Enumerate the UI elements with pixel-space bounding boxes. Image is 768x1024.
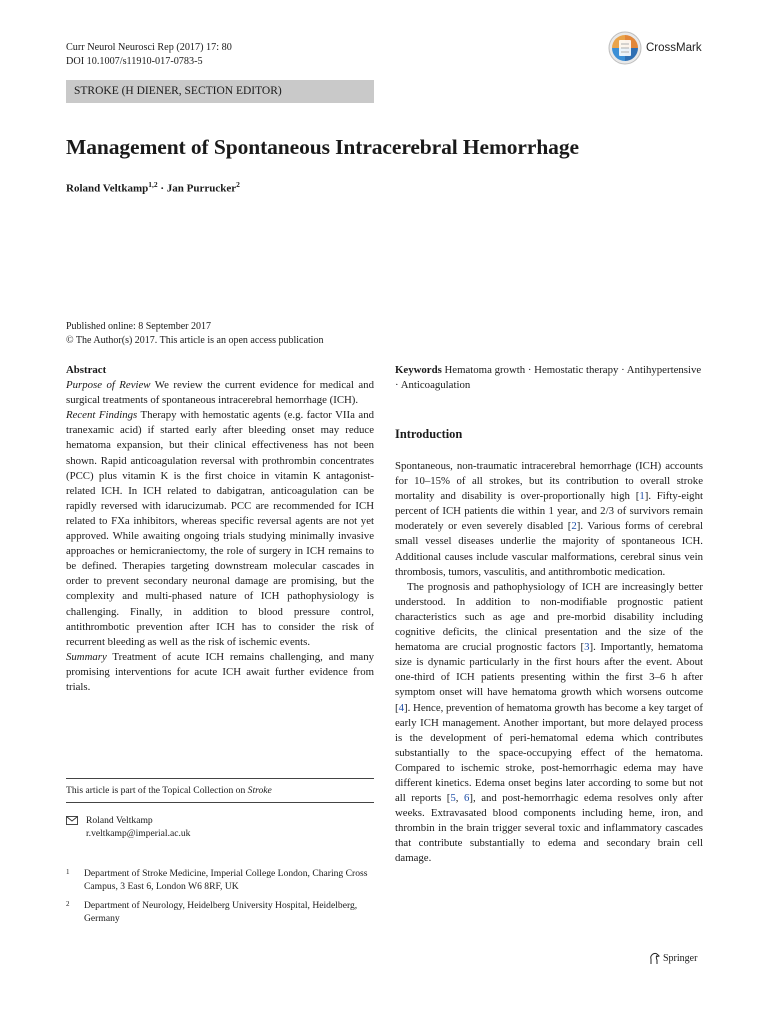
introduction-heading: Introduction <box>395 427 463 441</box>
springer-horse-icon <box>648 952 660 965</box>
intro-paragraph-2 <box>395 580 703 867</box>
citation-link[interactable]: 4 <box>398 701 405 714</box>
author-separator: · <box>157 182 167 195</box>
publisher-name: Springer <box>663 953 698 964</box>
intro-text: ]. Various forms of cerebral small vessel diseases underlie the majority of spontaneous ICH. Additional causes include vascular malformations, cerebral sinus vein thrombosis, tumors, vasculitis, and antithrombotic medication. <box>395 520 704 578</box>
author-name[interactable]: Jan Purrucker <box>166 182 237 195</box>
citation-link[interactable]: 5 <box>450 792 456 805</box>
envelope-icon <box>66 816 78 825</box>
abstract-findings-label: Recent Findings <box>66 409 138 422</box>
publisher-mark <box>648 952 697 965</box>
abstract-findings <box>66 408 374 650</box>
keywords-text: Hematoma growth · Hemostatic therapy · Antihypertensive · Anticoagulation <box>395 364 702 392</box>
intro-text: ]. Importantly, hematoma size is dynamic particularly in the first hours after the event. About one-third of ICH patients presenting within the first 3–6 h after symptom onset will have hematoma growth which worsens outcome [ <box>395 641 703 714</box>
intro-text: ], and post-hemorrhagic edema resolves only after weeks. Extravasated blood components including heme, iron, and thrombin in the brain trigger several toxic and inflammatory cascades that contribute substantially to edema and secondary brain cell damage. <box>395 792 703 865</box>
abstract-purpose-text: We review the current evidence for medical and surgical treatments of spontaneous intracerebral hemorrhage (ICH). <box>66 379 374 407</box>
author-list <box>66 180 240 195</box>
publication-info <box>66 320 323 348</box>
corresponding-email[interactable]: r.veltkamp@imperial.ac.uk <box>86 828 191 839</box>
article-title: Management of Spontaneous Intracerebral Hemorrhage <box>66 135 579 159</box>
author-affiliation-ref[interactable]: 2 <box>236 180 240 189</box>
intro-text: , <box>455 792 464 805</box>
intro-text: Spontaneous, non-traumatic intracerebral hemorrhage (ICH) accounts for 10–15% of all strokes, but its contribution to overall stroke mortality and disability is over-proportionally high [ <box>395 460 703 503</box>
affiliation-number: 2 <box>66 900 70 908</box>
crossmark-badge[interactable] <box>608 31 702 65</box>
published-date: Published online: 8 September 2017 <box>66 321 211 332</box>
affiliation-2 <box>66 899 374 925</box>
intro-text: The prognosis and pathophysiology of ICH are increasingly better understood. In addition to non-modifiable prognostic patient characteristics such as age and pre-morbid disability including cognitive deficits, the clinical presentation and the size of the hematoma are crucial prognostic factors [ <box>395 580 703 654</box>
author-name[interactable]: Roland Veltkamp <box>66 182 149 195</box>
abstract-purpose <box>66 378 374 408</box>
author-affiliation-ref[interactable]: 1,2 <box>148 180 158 189</box>
abstract-findings-text: Therapy with hemostatic agents (e.g. factor VIIa and tranexamic acid) if started early after bleeding onset may reduce hematoma expansion, but their clinical effectiveness has not been shown. Rapid anticoagulation reversal with prothrombin concentrates (PCC) plus vitamin K is the first choice in vitamin K antagonist-related ICH. In ICH related to dabigatran, anticoagulation can be rapidly reversed with idarucizumab. PCC are recommended for ICH related to FXa inhibitors, whereas specific reversal agents are not yet approved. While awaiting ongoing trials studying minimally invasive approaches or hemicraniectomy, the role of surgery in ICH remains to be defined. Therapies targeting downstream molecular cascades in order to prevent secondary neuronal damage are promising, but the complexity and multi-phased nature of ICH pathophysiology is challenging. Finally, in addition to blood pressure control, antithrombotic prevention after ICH has to consider the risk of recurrent bleeding as well as the risk of ischemic events. <box>66 409 374 648</box>
topical-collection-note <box>66 785 272 796</box>
citation-link[interactable]: 3 <box>584 641 590 654</box>
citation-link[interactable]: 6 <box>463 792 470 805</box>
affiliation-text: Department of Stroke Medicine, Imperial College London, Charing Cross Campus, 3 East 6, London W6 8RF, UK <box>84 868 368 892</box>
intro-text: ]. Hence, prevention of hematoma growth has become a key target of early ICH management. Another important, but more delayed process is the development of peri-hematomal edema which contributes substantially to the space-occupying effect of the hematoma. Compared to ischemic stroke, post-hemorrhagic edema may have different kinetics. Edema onset begins later according to some but not all reports [ <box>395 701 703 805</box>
journal-citation: Curr Neurol Neurosci Rep (2017) 17: 80 <box>66 42 232 53</box>
abstract-summary-label: Summary <box>66 650 107 663</box>
crossmark-label: CrossMark <box>646 42 702 54</box>
citation-link[interactable]: 2 <box>571 520 577 533</box>
affiliation-1 <box>66 867 374 893</box>
corresponding-author <box>66 814 190 840</box>
journal-info <box>66 41 232 69</box>
keywords <box>395 363 703 393</box>
affiliation-number: 1 <box>66 868 70 876</box>
crossmark-icon <box>608 31 642 65</box>
footnote-divider <box>66 778 374 779</box>
affiliation-text: Department of Neurology, Heidelberg University Hospital, Heidelberg, Germany <box>84 900 358 924</box>
doi-line[interactable]: DOI 10.1007/s11910-017-0783-5 <box>66 56 203 67</box>
corresponding-name: Roland Veltkamp <box>86 815 153 826</box>
introduction-body <box>395 459 703 867</box>
footnote-divider <box>66 802 374 803</box>
abstract-heading: Abstract <box>66 364 107 376</box>
abstract <box>66 363 374 695</box>
topical-topic: Stroke <box>247 785 272 796</box>
citation-link[interactable]: 1 <box>639 490 645 503</box>
topical-prefix: This article is part of the Topical Collection on <box>66 785 248 796</box>
abstract-summary <box>66 650 374 695</box>
intro-paragraph-1 <box>395 459 703 580</box>
copyright-notice: © The Author(s) 2017. This article is an open access publication <box>66 335 324 346</box>
abstract-summary-text: Treatment of acute ICH remains challenging, and many promising interventions for acute ICH await further evidence from trials. <box>66 650 374 693</box>
intro-text: ]. Fifty-eight percent of ICH patients die within 1 year, and 2/3 of survivors remain moderately or even severely disabled [ <box>395 490 703 533</box>
keywords-label: Keywords <box>395 364 442 376</box>
abstract-purpose-label: Purpose of Review <box>66 379 151 392</box>
section-label: STROKE (H DIENER, SECTION EDITOR) <box>66 80 374 103</box>
